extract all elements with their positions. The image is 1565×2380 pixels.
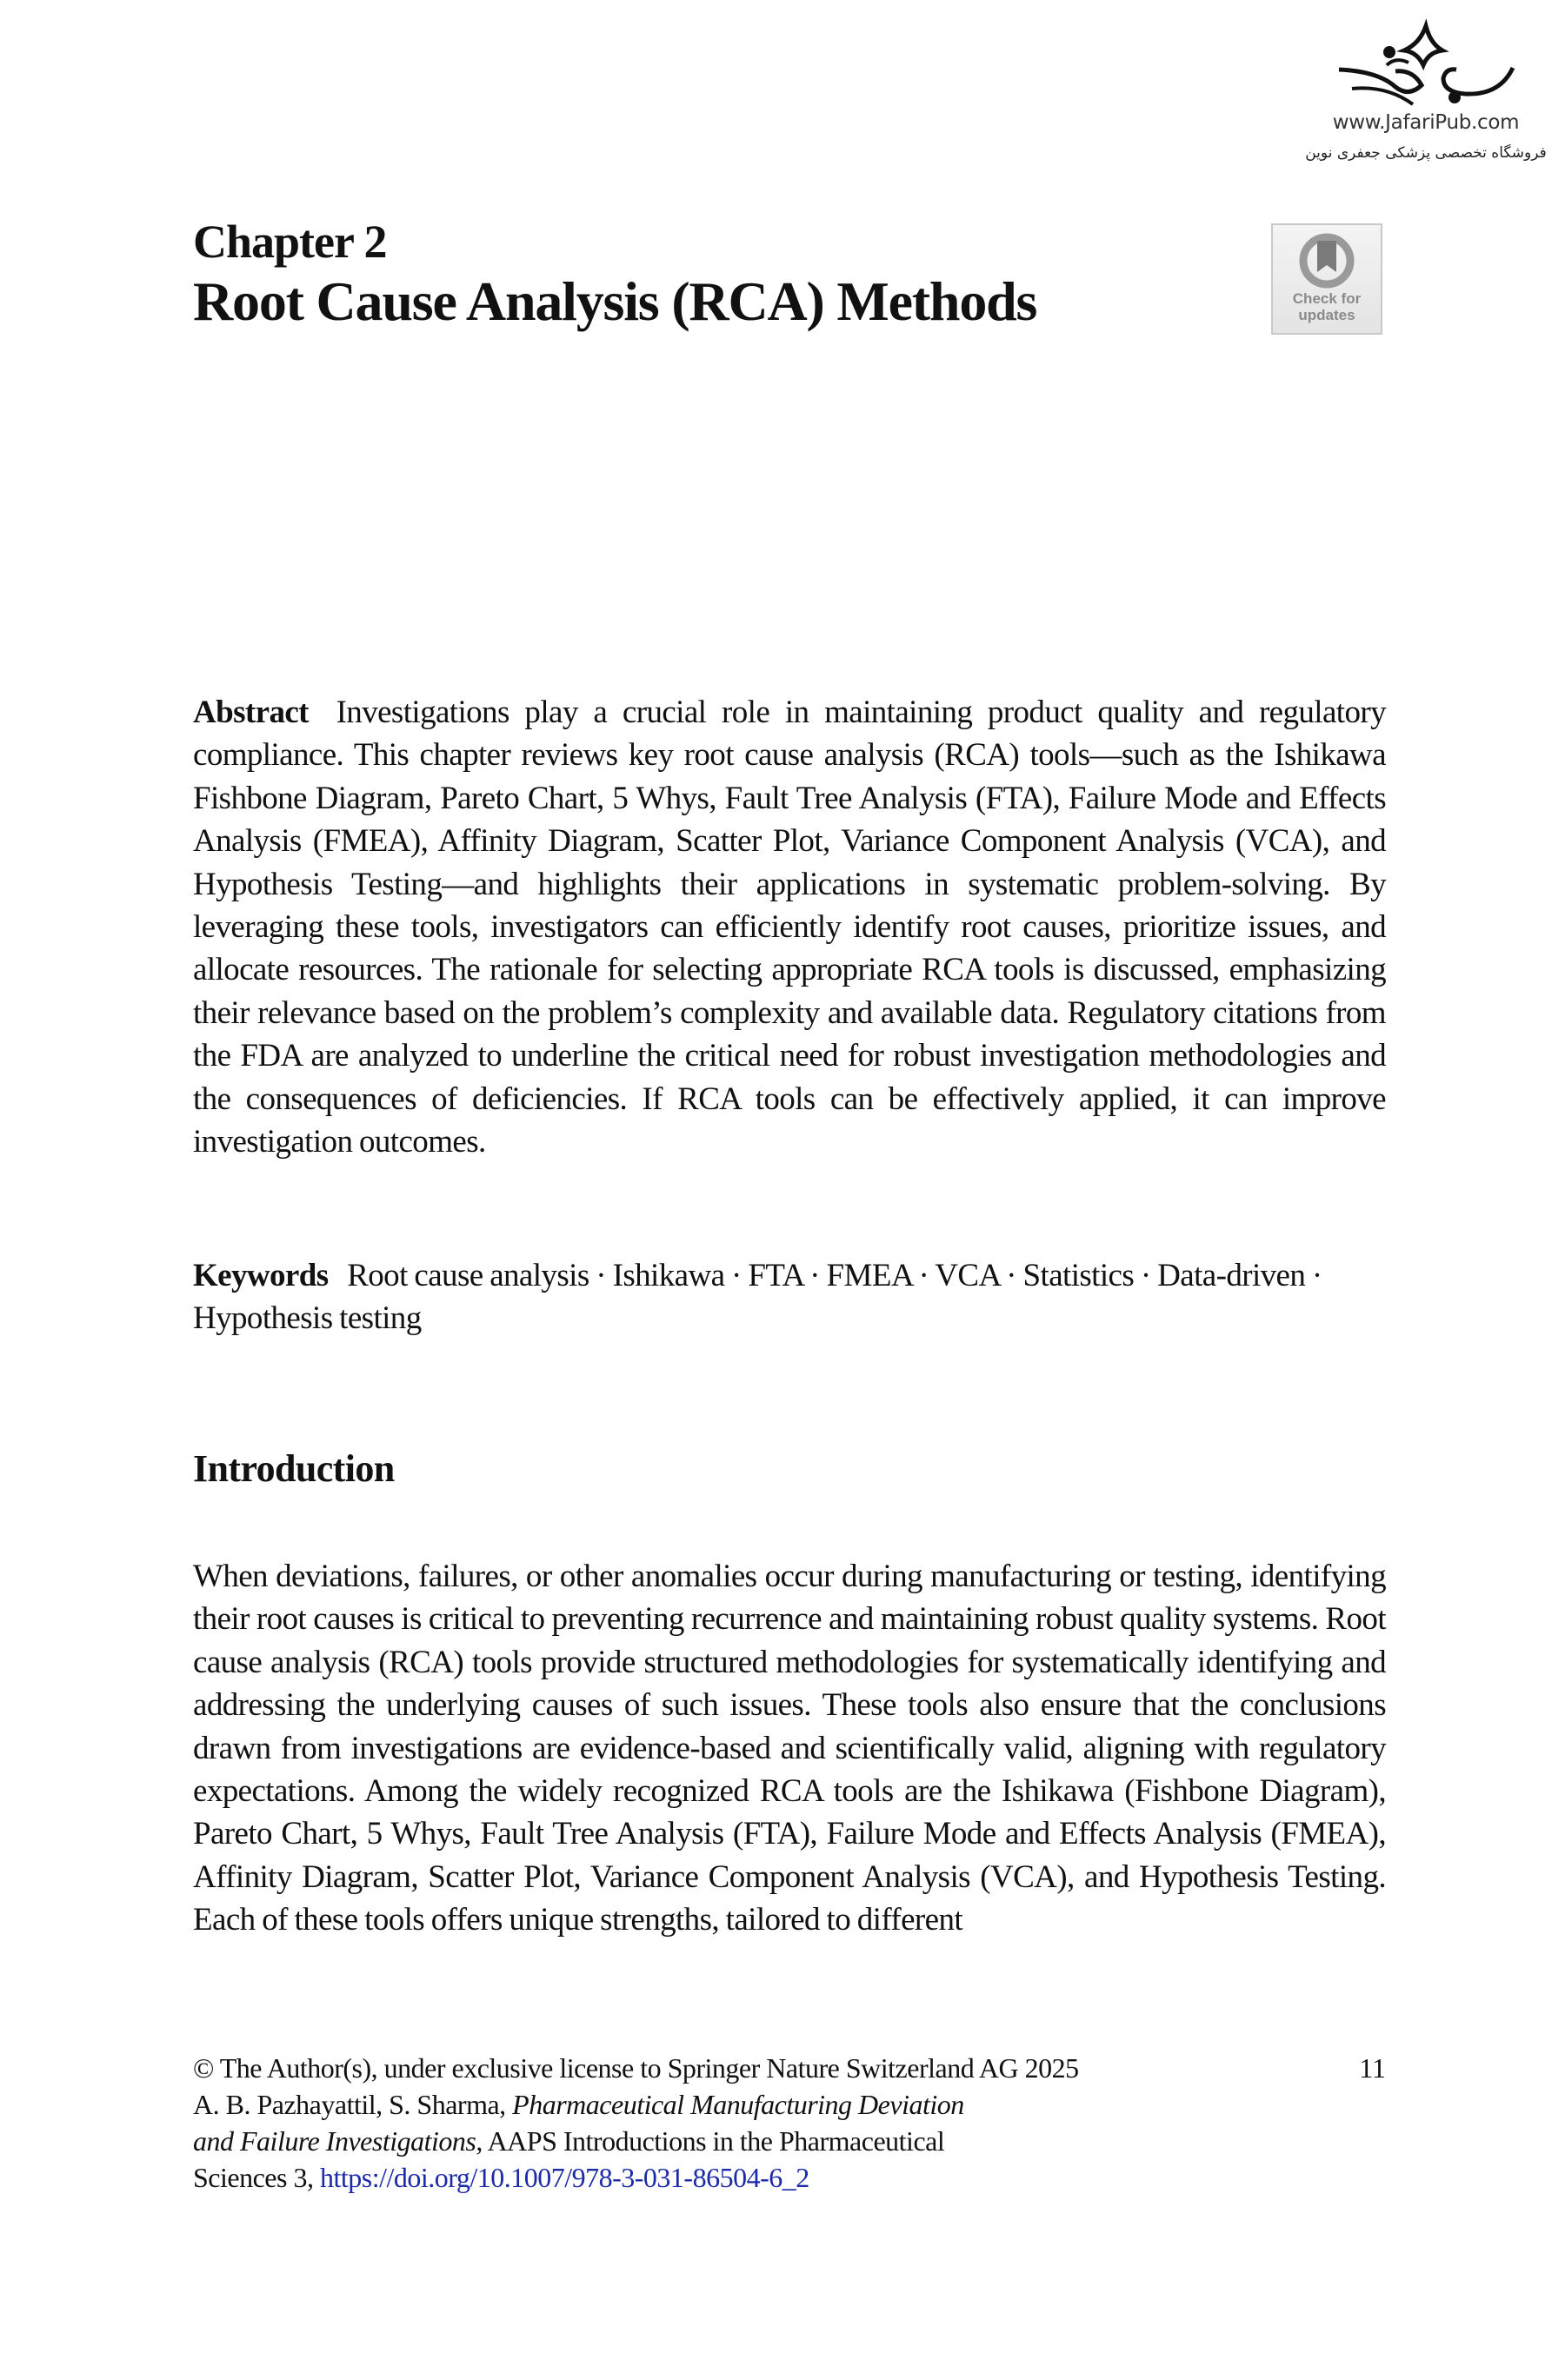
citation-footer [193, 2050, 1386, 2196]
abstract-section [193, 691, 1386, 1163]
introduction-heading: Introduction [193, 1447, 395, 1490]
citation-authors: A. B. Pazhayattil, S. Sharma, [193, 2089, 513, 2120]
check-for-updates-label-1: Check for [1292, 290, 1362, 307]
keywords-section [193, 1254, 1386, 1340]
citation-line-3 [193, 2159, 1386, 2196]
watermark-tagline: فروشگاه تخصصی پزشکی جعفری نوین [1305, 144, 1547, 162]
book-series: , AAPS Introductions in the Pharmaceutical [476, 2125, 945, 2157]
book-title-part-1: Pharmaceutical Manufacturing Deviation [512, 2089, 964, 2120]
publisher-watermark [1295, 17, 1556, 162]
watermark-url: www.JafariPub.com [1332, 111, 1520, 134]
chapter-label: Chapter 2 [193, 216, 387, 268]
book-title-part-2: and Failure Investigations [193, 2125, 476, 2157]
copyright-notice: © The Author(s), under exclusive license to Springer Nature Switzerland AG 2025 [193, 2052, 1079, 2084]
introduction-body: When deviations, failures, or other anomalies occur during manufacturing or testing, identifying their root causes is critical to preventing recurrence and maintaining robust quality systems. Root cause analysis (RCA) tools provide structured methodologies for systematically identifying and addressing the underlying causes of such issues. These tools also ensure that the conclusions drawn from investigations are evidence-based and scientifically valid, aligning with regulatory expectations. Among the widely recognized RCA tools are the Ishikawa (Fishbone Diagram), Pareto Chart, 5 Whys, Fault Tree Analysis (FTA), Failure Mode and Effects Analysis (FMEA), Affinity Diagram, Scatter Plot, Variance Component Analysis (VCA), and Hypothesis Testing. Each of these tools offers unique strengths, tailored to different [193, 1559, 1386, 1938]
book-series-cont: Sciences 3, [193, 2162, 320, 2193]
jafaripub-logo-icon [1335, 17, 1517, 113]
keywords-label: Keywords [193, 1258, 329, 1293]
abstract-label: Abstract [193, 695, 309, 730]
chapter-title: Root Cause Analysis (RCA) Methods [193, 270, 1037, 332]
abstract-text: Investigations play a crucial role in maintaining product quality and regulatory compliance. This chapter reviews key root cause analysis (RCA) tools—such as the Ishikawa Fishbone Diagram, Pareto Chart, 5 Whys, Fault Tree Analysis (FTA), Failure Mode and Effects Analysis (FMEA), Affinity Diagram, Scatter Plot, Variance Component Analysis (VCA), and Hypothesis Testing—and highlights their applications in systematic problem-solving. By leveraging these tools, investigators can efficiently identify root causes, prioritize issues, and allocate resources. The rationale for selecting appropriate RCA tools is discussed, emphasizing their relevance based on the problem’s complexity and available data. Regulatory citations from the FDA are analyzed to underline the critical need for robust investigation methodologies and the consequences of deficiencies. If RCA tools can be effectively applied, it can improve investigation outcomes. [193, 695, 1386, 1160]
check-for-updates-badge[interactable] [1271, 223, 1382, 335]
check-for-updates-bookmark-icon [1298, 232, 1355, 289]
keywords-text: Root cause analysis · Ishikawa · FTA · FMEA · VCA · Statistics · Data-driven · Hypothesis testing [193, 1258, 1322, 1337]
check-for-updates-label-2: updates [1298, 307, 1355, 323]
citation-line-2 [193, 2123, 1386, 2159]
doi-link[interactable]: https://doi.org/10.1007/978-3-031-86504-6_2 [319, 2162, 809, 2193]
citation-line-1 [193, 2086, 1386, 2123]
page-number: 11 [1359, 2052, 1386, 2084]
